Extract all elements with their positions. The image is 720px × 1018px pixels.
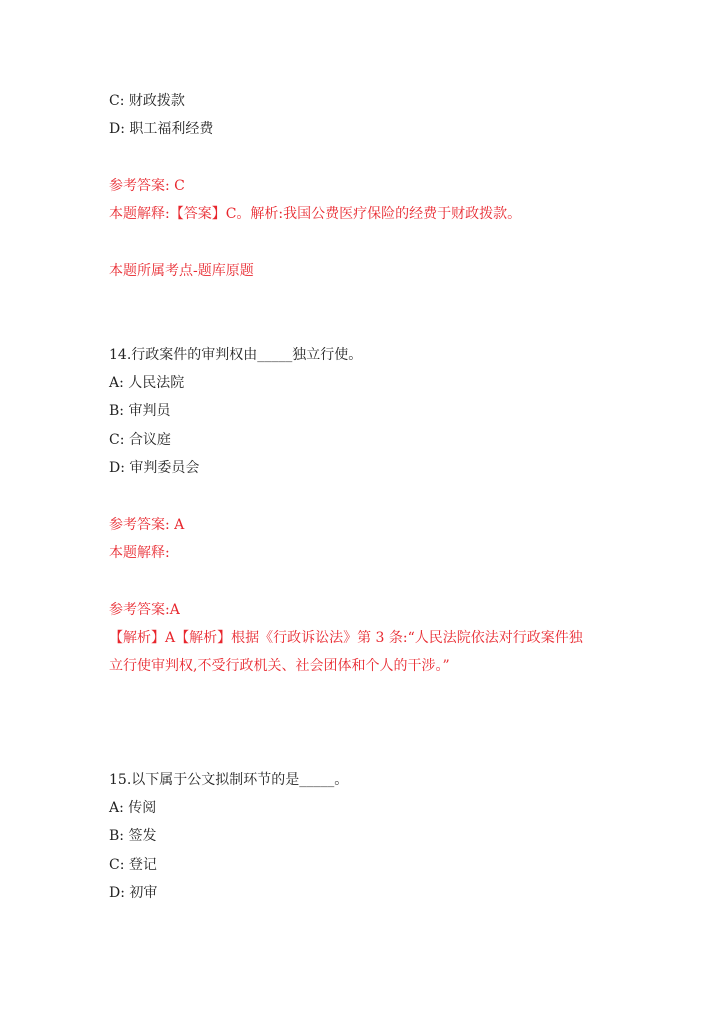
question-14: 14.行政案件的审判权由_____独立行使。: [109, 347, 363, 363]
option-d: D: 职工福利经费: [109, 121, 214, 137]
q15-option-d: D: 初审: [109, 885, 158, 901]
answer-text: 参考答案: C: [109, 178, 185, 194]
source-text: 本题所属考点-题库原题: [109, 263, 254, 279]
q14-option-b: B: 审判员: [109, 403, 171, 419]
q14-analysis-line-1: 【解析】A【解析】根据《行政诉讼法》第 3 条:“人民法院依法对行政案件独: [109, 630, 583, 646]
q14-option-d: D: 审判委员会: [109, 460, 200, 476]
option-c: C: 财政拨款: [109, 93, 185, 109]
q14-option-c: C: 合议庭: [109, 432, 171, 448]
explanation-text: 本题解释:【答案】C。解析:我国公费医疗保险的经费于财政拨款。: [109, 206, 522, 222]
q14-explanation-label: 本题解释:: [109, 545, 170, 561]
question-15: 15.以下属于公文拟制环节的是_____。: [109, 772, 349, 788]
q14-answer: 参考答案: A: [109, 517, 185, 533]
q15-option-a: A: 传阅: [109, 800, 157, 816]
q14-answer-2: 参考答案:A: [109, 602, 180, 618]
q14-analysis-line-2: 立行使审判权,不受行政机关、社会团体和个人的干涉。”: [109, 658, 450, 674]
q15-option-b: B: 签发: [109, 828, 157, 844]
q15-option-c: C: 登记: [109, 857, 157, 873]
q14-option-a: A: 人民法院: [109, 375, 185, 391]
